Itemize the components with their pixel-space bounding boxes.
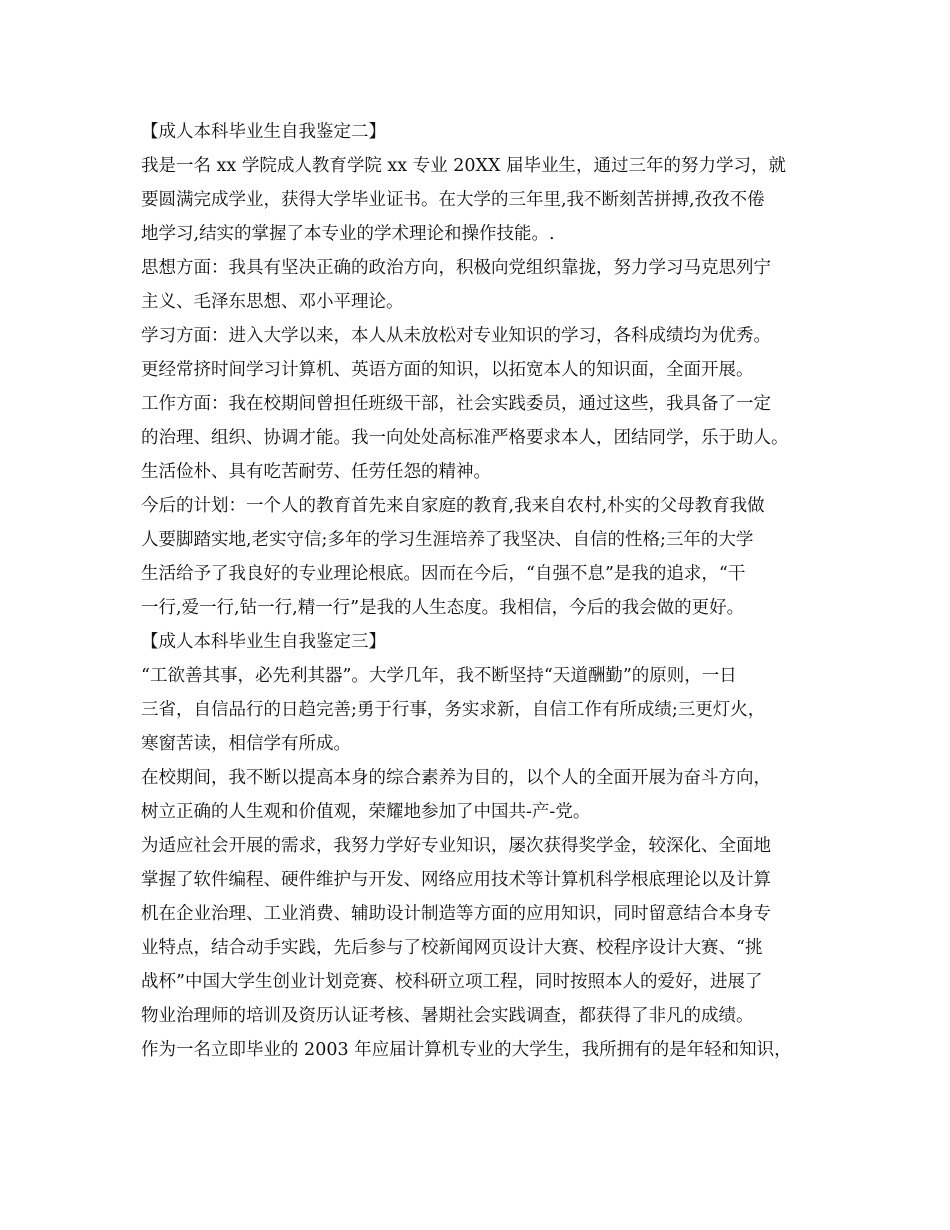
text-line: 地学习,结实的掌握了本专业的学术理论和操作技能。. [141, 224, 555, 244]
text-line: 业特点，结合动手实践，先后参与了校新闻网页设计大赛、校程序设计大赛、“挑 [141, 938, 763, 958]
text-line: 物业治理师的培训及资历认证考核、暑期社会实践调查，都获得了非凡的成绩。 [141, 1006, 754, 1026]
text-line: 思想方面：我具有坚决正确的政治方向，积极向党组织靠拢，努力学习马克思列宁 [141, 258, 771, 278]
text-line: 的治理、组织、协调才能。我一向处处高标准严格要求本人，团结同学，乐于助人。 [141, 428, 789, 448]
text-line: 主义、毛泽东思想、邓小平理论。 [141, 292, 404, 312]
text-line: 今后的计划：一个人的教育首先来自家庭的教育,我来自农村,朴实的父母教育我做 [141, 496, 765, 516]
text-line: 学习方面：进入大学以来，本人从未放松对专业知识的学习，各科成绩均为优秀。 [141, 326, 771, 346]
text-line: 要圆满完成学业，获得大学毕业证书。在大学的三年里,我不断刻苦拼搏,孜孜不倦 [141, 190, 765, 210]
text-line: 更经常挤时间学习计算机、英语方面的知识，以拓宽本人的知识面，全面开展。 [141, 360, 754, 380]
text-line: 为适应社会开展的需求，我努力学好专业知识，屡次获得奖学金，较深化、全面地 [141, 836, 771, 856]
text-line: 机在企业治理、工业消费、辅助设计制造等方面的应用知识，同时留意结合本身专 [141, 904, 771, 924]
text-line: 生活俭朴、具有吃苦耐劳、任劳任怨的精神。 [141, 462, 491, 482]
text-line: 作为一名立即毕业的 2003 年应届计算机专业的大学生，我所拥有的是年轻和知识， [141, 1040, 792, 1060]
text-line: 掌握了软件编程、硬件维护与开发、网络应用技术等计算机科学根底理论以及计算 [141, 870, 771, 890]
text-line: 生活给予了我良好的专业理论根底。因而在今后，“自强不息”是我的追求，“干 [141, 564, 746, 584]
text-line: 人要脚踏实地,老实守信;多年的学习生涯培养了我坚决、自信的性格;三年的大学 [141, 530, 754, 550]
text-line: 寒窗苦读，相信学有所成。 [141, 734, 351, 754]
text-line: 我是一名 xx 学院成人教育学院 xx 专业 20XX 届毕业生，通过三年的努力学习，就 [141, 156, 787, 176]
text-line: 三省，自信品行的日趋完善;勇于行事，务实求新，自信工作有所成绩;三更灯火， [141, 700, 766, 720]
text-line: 工作方面：我在校期间曾担任班级干部，社会实践委员，通过这些，我具备了一定 [141, 394, 771, 414]
text-line: 树立正确的人生观和价值观，荣耀地参加了中国共-产-党。 [141, 802, 591, 822]
section-heading: 【成人本科毕业生自我鉴定三】 [141, 632, 386, 652]
text-line: 战杯”中国大学生创业计划竞赛、校科研立项工程，同时按照本人的爱好，进展了 [141, 972, 763, 992]
text-line: 在校期间，我不断以提高本身的综合素养为目的，以个人的全面开展为奋斗方向， [141, 768, 771, 788]
section-heading: 【成人本科毕业生自我鉴定二】 [141, 122, 386, 142]
text-line: 一行,爱一行,钻一行,精一行”是我的人生态度。我相信，今后的我会做的更好。 [141, 598, 745, 618]
document-body [141, 115, 831, 1067]
text-line: “工欲善其事，必先利其器”。大学几年，我不断坚持“天道酬勤”的原则，一日 [141, 666, 737, 686]
